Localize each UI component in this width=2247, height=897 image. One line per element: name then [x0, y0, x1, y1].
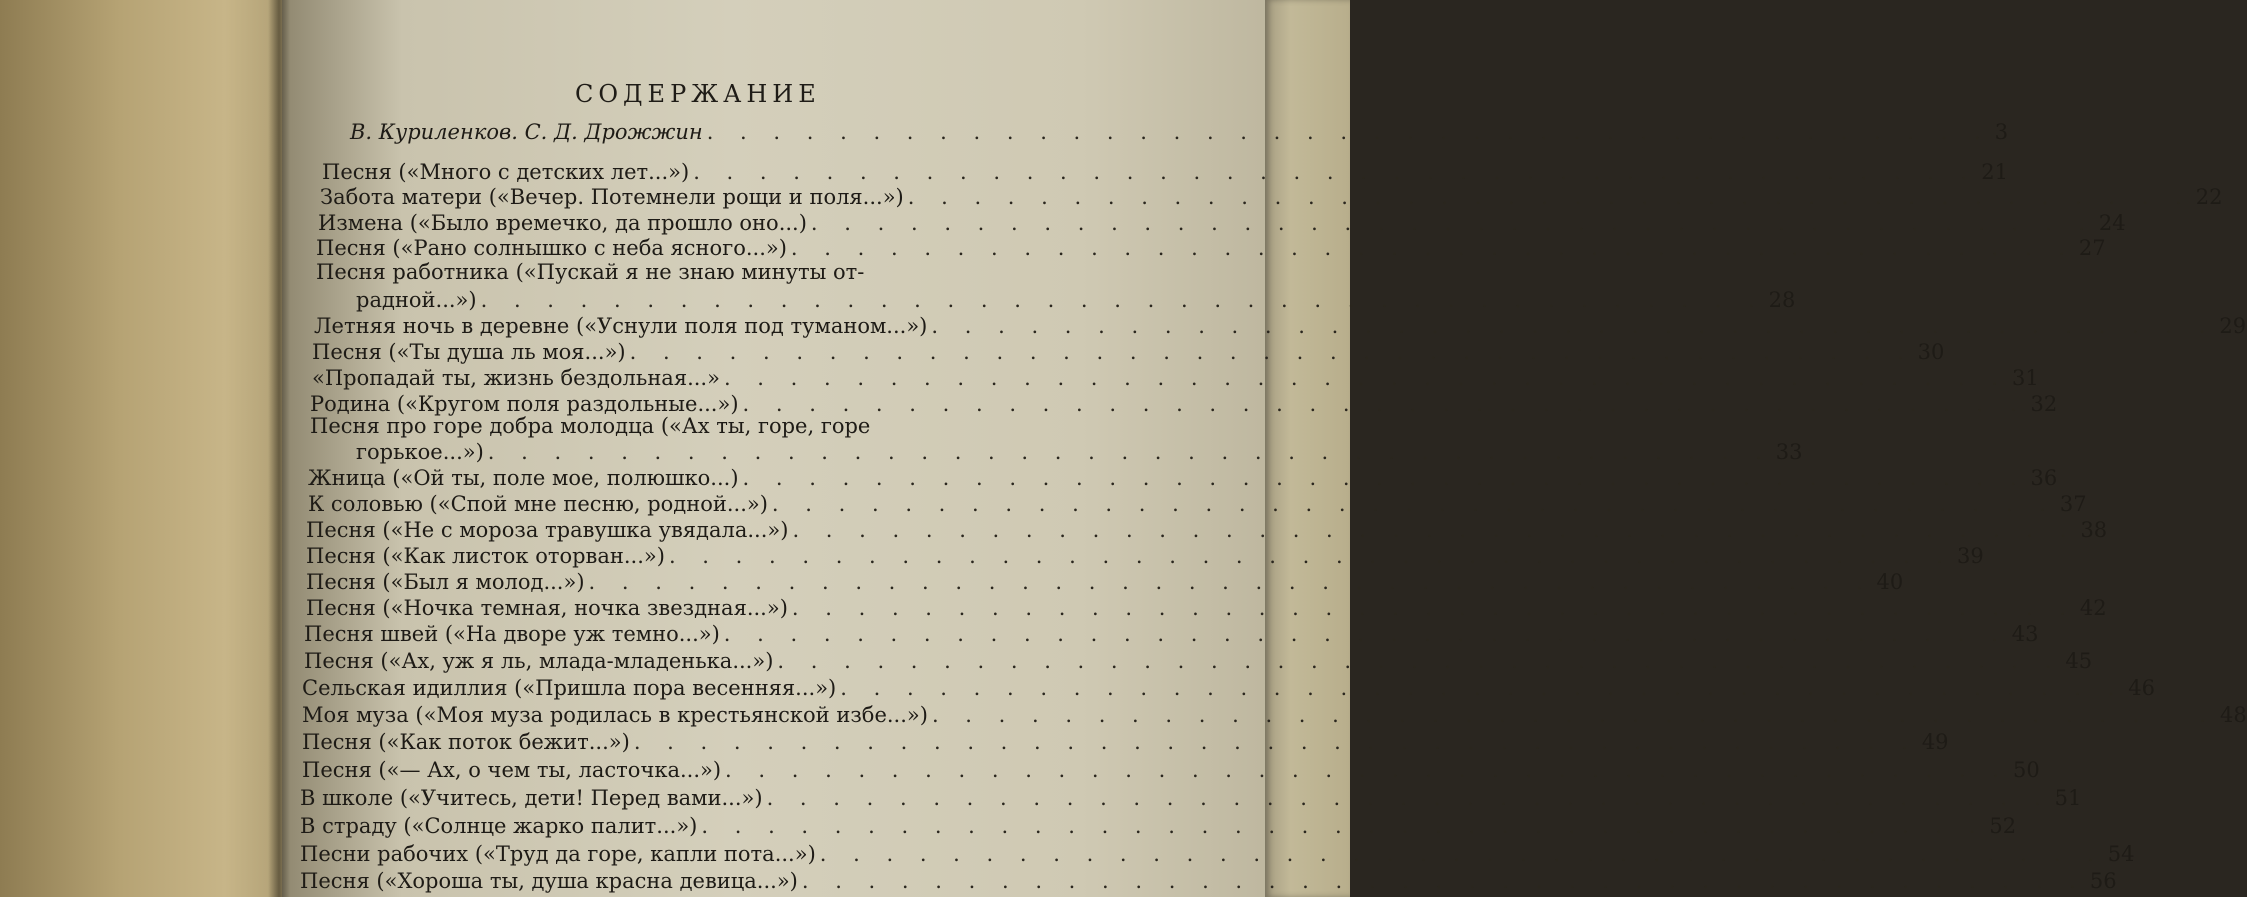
toc-entry	[304, 647, 2093, 673]
toc-entry-title: Песни рабочих («Труд да горе, капли пота...»)	[300, 842, 816, 866]
toc-leader: . . . . . . . . . . . . . . . . . . . . . . . . . . . . . . . . . . . . . . .	[907, 185, 2192, 209]
toc-entry-title: В страду («Солнце жарко палит...»)	[300, 814, 698, 838]
toc-entry-title: Песня («Ты душа ль моя...»)	[312, 340, 626, 364]
toc-entry-title: Песня («Рано солнышко с неба ясного...»)	[316, 236, 787, 260]
toc-entry-title: Песня про горе добра молодца («Ах ты, горе, горе	[310, 414, 871, 438]
toc-entry-title: Песня работника («Пускай я не знаю минуты от-	[316, 260, 865, 284]
toc-entry	[310, 390, 2058, 416]
toc-entry-page: 32	[2030, 392, 2058, 416]
toc-entry-page: 45	[2065, 649, 2093, 673]
toc-leader: . . . . . . . . . . . . . . . . . . . . . . . . . . . . . . . . . . . . . . .	[931, 703, 2216, 727]
toc-entry-page: 48	[2219, 703, 2247, 727]
toc-entry	[356, 286, 1796, 312]
toc-entry-page: 22	[2195, 185, 2223, 209]
toc-leader: . . . . . . . . . . . . . . . . . . . . . . . . . . . . . . . . . . . . . . .	[790, 236, 2075, 260]
toc-leader: . . . . . . . . . . . . . . . . . . . . . . . . . . . . . . . . . . . . . . .	[723, 622, 2008, 646]
toc-entry-title: «Пропадай ты, жизнь бездольная...»	[312, 366, 720, 390]
toc-leader: . . . . . . . . . . . . . . . . . . . . . . . . . . . . . . . . . . . . . . .	[633, 730, 1918, 754]
toc-entry	[314, 312, 2247, 338]
toc-leader: . . . . . . . . . . . . . . . . . . . . . . . . . . . . . . . . . . . . . . .	[801, 869, 2086, 893]
toc-leader: . . . . . . . . . . . . . . . . . . . . . . . . . . . . . . . . . . . . . . .	[766, 786, 2051, 810]
toc-entry-page: 21	[1981, 160, 2008, 184]
toc-entry-page: 30	[1917, 340, 1945, 364]
toc-leader: . . . . . . . . . . . . . . . . . . . . . . . . . . . . . . . . . . . . . . .	[480, 288, 1765, 312]
toc-entry	[322, 158, 2008, 184]
toc-entry-title: Песня («Был я молод...»)	[306, 570, 585, 594]
toc-entry-page: 37	[2059, 492, 2087, 516]
toc-entry-page: 54	[2107, 842, 2135, 866]
toc-leader: . . . . . . . . . . . . . . . . . . . . . . . . . . . . . . . . . . . . . . .	[792, 518, 2077, 542]
toc-entry-page: 28	[1768, 288, 1796, 312]
toc-entry-page: 27	[2078, 236, 2106, 260]
toc-entry	[302, 756, 2040, 782]
toc-entry-page: 50	[2013, 758, 2040, 782]
toc-entry-title: радной...»)	[356, 288, 477, 312]
toc-entry-page: 3	[1994, 120, 2009, 144]
toc-leader: . . . . . . . . . . . . . . . . . . . . . . . . . . . . . . . . . . . . . . .	[701, 814, 1986, 838]
toc-entry	[300, 867, 2117, 893]
toc-entry-title: Песня швей («На дворе уж темно...»)	[304, 622, 720, 646]
toc-entry-page: 36	[2030, 466, 2058, 490]
toc-entry-page: 24	[2098, 211, 2126, 235]
toc-leader: . . . . . . . . . . . . . . . . . . . . . . . . . . . . . . . . . . . . . . .	[668, 544, 1953, 568]
toc-entry-page: 43	[2011, 622, 2039, 646]
toc-entry	[302, 701, 2247, 727]
toc-entry-title: Песня («— Ах, о чем ты, ласточка...»)	[302, 758, 722, 782]
toc-entry	[302, 674, 2155, 700]
toc-entry-title: К соловью («Спой мне песню, родной...»)	[308, 492, 768, 516]
toc-entry-title: Забота матери («Вечер. Потемнели рощи и поля...»)	[320, 185, 904, 209]
toc-leader: . . . . . . . . . . . . . . . . . . . . . . . . . . . . . . . . . . . . . . .	[693, 160, 1978, 184]
toc-entry-page: 46	[2128, 676, 2155, 700]
toc-entry-title: Жница («Ой ты, поле мое, полюшко...)	[308, 466, 739, 490]
toc-entry-page: 39	[1956, 544, 1984, 568]
toc-leader: . . . . . . . . . . . . . . . . . . . . . . . . . . . . . . . . . . . . . . .	[819, 842, 2104, 866]
toc-entry-title: горькое...»)	[356, 440, 484, 464]
toc-leader: . . . . . . . . . . . . . . . . . . . . . . . . . . . . . . . . . . . . . . .	[771, 492, 2056, 516]
toc-entry	[300, 812, 2017, 838]
toc-entry-page: 31	[2011, 366, 2039, 390]
toc-entry-title: Измена («Было времечко, да прошло оно...)	[318, 211, 807, 235]
toc-entry	[320, 183, 2223, 209]
toc-leader: . . . . . . . . . . . . . . . . . . . . . . . . . . . . . . . . . . . . . . .	[931, 314, 2216, 338]
toc-entry-page: 56	[2089, 869, 2117, 893]
toc-entry-page: 52	[1989, 814, 2017, 838]
toc-entry-page: 38	[2080, 518, 2108, 542]
toc-leader: . . . . . . . . . . . . . . . . . . . . . . . . . . . . . . . . . . . . . . .	[742, 392, 2027, 416]
toc-leader: . . . . . . . . . . . . . . . . . . . . . . . . . . . . . . . . . . . . . . .	[742, 466, 2027, 490]
toc-entry	[318, 209, 2126, 235]
toc-leader: . . . . . . . . . . . . . . . . . . . . . . . . . . . . . . . . . . . . . . .	[723, 366, 2008, 390]
toc-entry-title: Сельская идиллия («Пришла пора весенняя...»)	[302, 676, 837, 700]
toc-entry-title: Песня («Как листок оторван...»)	[306, 544, 665, 568]
toc-leader: . . . . . . . . . . . . . . . . . . . . . . . . . . . . . . . . . . . . . . .	[725, 758, 2010, 782]
toc-entry	[304, 620, 2039, 646]
toc-entry-page: 33	[1775, 440, 1803, 464]
toc-entry-page: 49	[1921, 730, 1949, 754]
toc-entry	[306, 516, 2108, 542]
toc-entry-page: 51	[2054, 786, 2082, 810]
toc-entry-title: Песня («Ах, уж я ль, млада-младенька...»)	[304, 649, 774, 673]
toc-entry	[308, 464, 2058, 490]
toc-entry	[312, 338, 1945, 364]
toc-entry	[300, 840, 2135, 866]
toc-entry-page: 42	[2079, 596, 2107, 620]
toc-entry	[350, 118, 2009, 144]
toc-entry-title: Песня («Много с детских лет...»)	[322, 160, 690, 184]
toc-entry	[306, 594, 2107, 620]
page-title: СОДЕРЖАНИЕ	[575, 80, 821, 108]
toc-entry	[316, 234, 2106, 260]
toc-entry-title: Моя муза («Моя муза родилась в крестьянской избе...»)	[302, 703, 928, 727]
toc-entry-page: 40	[1876, 570, 1904, 594]
toc-leader: . . . . . . . . . . . . . . . . . . . . . . . . . . . . . . . . . . . . . . .	[629, 340, 1914, 364]
toc-entry	[302, 728, 1949, 754]
toc-entry	[308, 490, 2087, 516]
toc-leader: . . . . . . . . . . . . . . . . . . . . . . . . . . . . . . . . . . . . . . .	[706, 120, 1991, 144]
toc-leader: . . . . . . . . . . . . . . . . . . . . . . . . . . . . . . . . . . . . . . .	[810, 211, 2095, 235]
toc-entry	[312, 364, 2039, 390]
toc-entry-title: В школе («Учитесь, дети! Перед вами...»)	[300, 786, 763, 810]
toc-entry-title: Песня («Не с мороза травушка увядала...»)	[306, 518, 789, 542]
toc-entry-title: Родина («Кругом поля раздольные...»)	[310, 392, 739, 416]
toc-entry-title: Песня («Как поток бежит...»)	[302, 730, 630, 754]
toc-leader: . . . . . . . . . . . . . . . . . . . . . . . . . . . . . . . . . . . . . . .	[588, 570, 1873, 594]
toc-entry-title: Песня («Ночка темная, ночка звездная...»)	[306, 596, 788, 620]
toc-entry-title: Песня («Хороша ты, душа красна девица...»)	[300, 869, 798, 893]
toc-entry	[356, 438, 1803, 464]
toc-entry	[300, 784, 2082, 810]
toc-leader: . . . . . . . . . . . . . . . . . . . . . . . . . . . . . . . . . . . . . . .	[777, 649, 2062, 673]
toc-leader: . . . . . . . . . . . . . . . . . . . . . . . . . . . . . . . . . . . . . . .	[487, 440, 1772, 464]
toc-entry-title: В. Куриленков. С. Д. Дрожжин	[350, 120, 703, 144]
toc-entry	[306, 568, 1904, 594]
toc-leader: . . . . . . . . . . . . . . . . . . . . . . . . . . . . . . . . . . . . . . .	[840, 676, 2125, 700]
toc-leader: . . . . . . . . . . . . . . . . . . . . . . . . . . . . . . . . . . . . . . .	[791, 596, 2076, 620]
toc-entry	[306, 542, 1984, 568]
toc-entry-page: 29	[2219, 314, 2247, 338]
toc-entry-title: Летняя ночь в деревне («Уснули поля под туманом...»)	[314, 314, 928, 338]
